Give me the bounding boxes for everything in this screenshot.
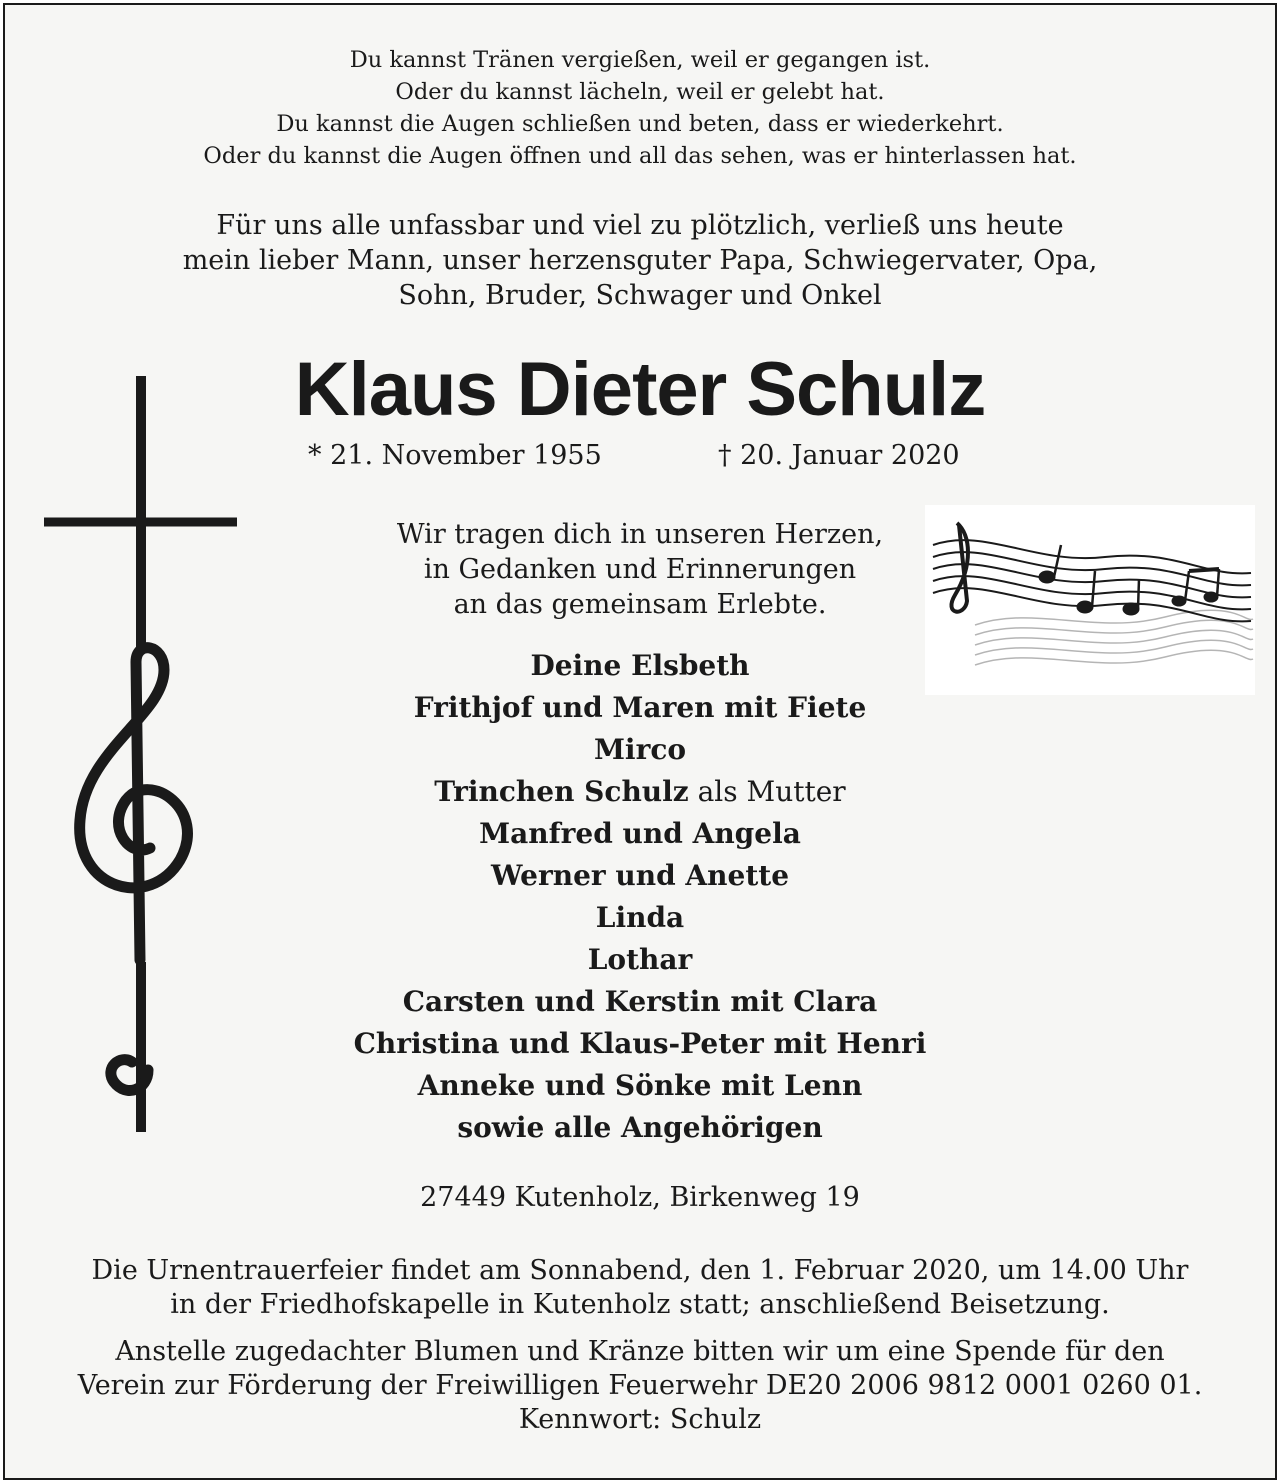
motto-line: Wir tragen dich in unseren Herzen, bbox=[396, 519, 884, 550]
motto bbox=[280, 517, 1000, 622]
donation-line: Verein zur Förderung der Freiwilligen Feuerwehr DE20 2006 9812 0001 0260 01. bbox=[77, 1370, 1203, 1401]
donation-line: Kennwort: Schulz bbox=[518, 1404, 762, 1435]
motto-line: an das gemeinsam Erlebte. bbox=[453, 589, 827, 620]
family-member: Linda bbox=[595, 901, 685, 934]
ceremony-line: Die Urnentrauerfeier findet am Sonnabend, den 1. Februar 2020, um 14.00 Uhr bbox=[91, 1255, 1189, 1286]
poem-line: Du kannst Tränen vergießen, weil er gegangen ist. bbox=[349, 47, 931, 73]
intro-line: mein lieber Mann, unser herzensguter Papa, Schwiegervater, Opa, bbox=[182, 245, 1098, 276]
death-date: † 20. Januar 2020 bbox=[718, 440, 960, 471]
family-member-mother bbox=[0, 771, 1280, 813]
motto-line: in Gedanken und Erinnerungen bbox=[423, 554, 857, 585]
poem-line: Du kannst die Augen schließen und beten, dass er wiederkehrt. bbox=[276, 111, 1004, 137]
address: 27449 Kutenholz, Birkenweg 19 bbox=[420, 1182, 860, 1213]
family-member: Manfred und Angela bbox=[479, 817, 801, 850]
family-member: Frithjof und Maren mit Fiete bbox=[413, 691, 867, 724]
family-member: Mirco bbox=[593, 733, 687, 766]
family-member: Deine Elsbeth bbox=[530, 649, 750, 682]
donation-info bbox=[0, 1335, 1280, 1437]
mother-name: Trinchen Schulz bbox=[434, 775, 689, 808]
intro-line: Für uns alle unfassbar und viel zu plötzlich, verließ uns heute bbox=[216, 210, 1064, 241]
intro-line: Sohn, Bruder, Schwager und Onkel bbox=[398, 280, 882, 311]
family-list bbox=[0, 645, 1280, 1149]
intro-text bbox=[0, 208, 1280, 313]
family-member: Anneke und Sönke mit Lenn bbox=[417, 1069, 863, 1102]
family-member: Lothar bbox=[587, 943, 693, 976]
poem bbox=[0, 44, 1280, 172]
poem-line: Oder du kannst die Augen öffnen und all das sehen, was er hinterlassen hat. bbox=[203, 143, 1077, 169]
family-member: Werner und Anette bbox=[490, 859, 790, 892]
donation-line: Anstelle zugedachter Blumen und Kränze bitten wir um eine Spende für den bbox=[115, 1336, 1165, 1367]
ceremony-line: in der Friedhofskapelle in Kutenholz statt; anschließend Beisetzung. bbox=[170, 1289, 1110, 1320]
family-member: sowie alle Angehörigen bbox=[457, 1111, 823, 1144]
poem-line: Oder du kannst lächeln, weil er gelebt hat. bbox=[395, 79, 885, 105]
ceremony-info bbox=[0, 1254, 1280, 1322]
deceased-name: Klaus Dieter Schulz bbox=[294, 347, 986, 432]
family-member: Carsten und Kerstin mit Clara bbox=[402, 985, 878, 1018]
birth-date: * 21. November 1955 bbox=[308, 440, 602, 471]
family-member: Christina und Klaus-Peter mit Henri bbox=[353, 1027, 927, 1060]
mother-suffix: als Mutter bbox=[688, 775, 846, 808]
